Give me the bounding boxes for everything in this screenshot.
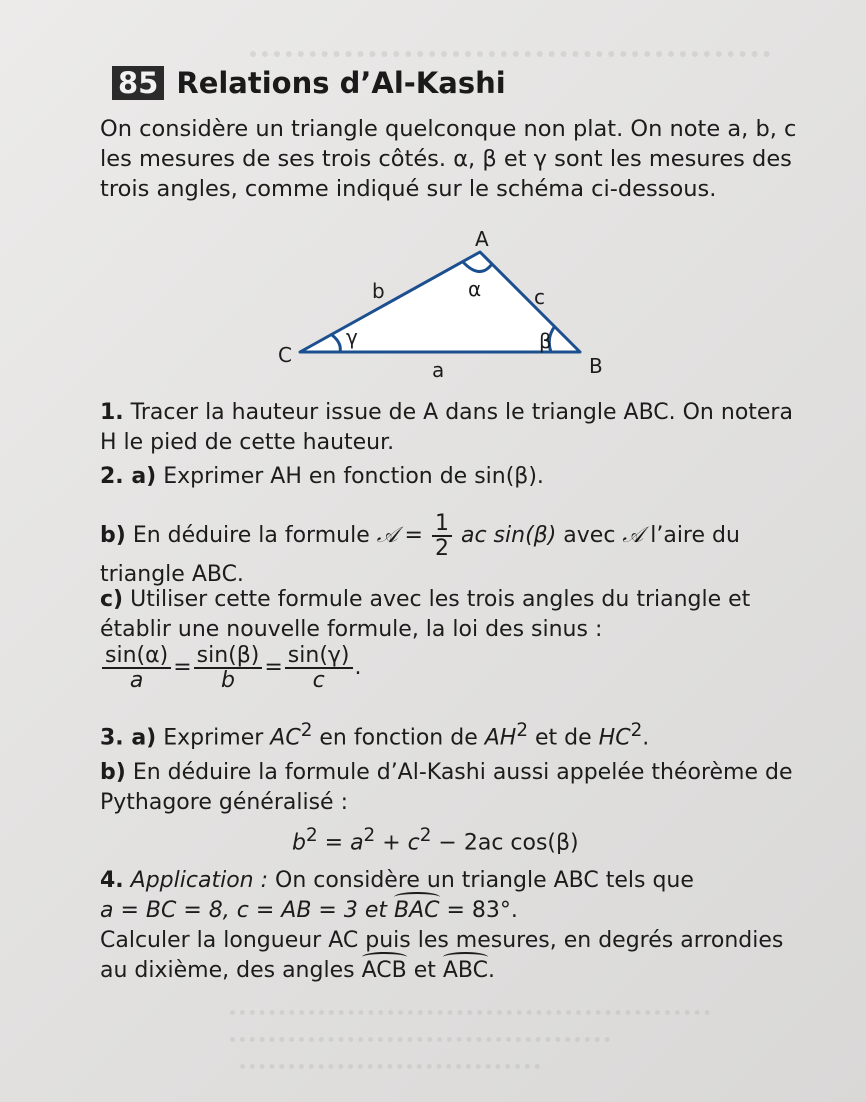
side-c-label: c: [534, 285, 545, 309]
area-expression: ac sin(β): [460, 523, 557, 549]
sine-fraction-a: [102, 644, 171, 692]
question-4-text: On considère un triangle ABC tels que: [275, 868, 694, 893]
law-of-sines: [100, 644, 800, 692]
question-4-number: 4.: [100, 868, 124, 893]
law-period: .: [354, 655, 362, 681]
formula-c: c: [407, 830, 420, 856]
angle-ACB: ACB: [362, 956, 407, 986]
hc-squared: HC: [598, 725, 631, 751]
intro-paragraph: On considère un triangle quelconque non plat. On note a, b, c les mesures de ses trois côtés. α, β et γ sont les mesures des trois angles, comme indiqué sur le schéma ci-dessous.: [100, 116, 797, 202]
question-2b: [100, 512, 800, 590]
vertex-B-label: B: [589, 354, 603, 378]
question-2b-label: b): [100, 523, 126, 549]
question-2b-before: En déduire la formule: [132, 523, 370, 549]
question-2a-text: Exprimer AH en fonction de sin(β).: [163, 464, 544, 489]
sup-hc: 2: [630, 720, 643, 741]
area-symbol: 𝒜: [376, 523, 398, 549]
question-3b-label: b): [100, 760, 126, 785]
question-3a: [100, 716, 800, 753]
sine-beta: sin(β): [194, 644, 263, 669]
ac-squared: AC: [270, 725, 301, 751]
question-4-and: et: [413, 958, 436, 983]
question-3a-end: .: [642, 725, 650, 751]
question-1: [100, 398, 800, 458]
question-3a-t2: en fonction de: [319, 725, 478, 751]
ah-squared: AH: [484, 725, 517, 751]
area-equals: =: [404, 523, 423, 549]
question-2b-after: avec: [563, 523, 616, 549]
half-denominator: 2: [434, 536, 449, 562]
question-2c-label: c): [100, 587, 124, 612]
question-4-data: a = BC = 8, c = AB = 3 et: [100, 898, 387, 923]
side-c: c: [312, 668, 325, 694]
side-b: b: [221, 668, 235, 694]
formula-sup-a: 2: [363, 825, 376, 846]
question-2c: [100, 585, 800, 645]
question-4-instruction: Calculer la longueur AC puis les mesures, en degrés arrondies au dixième, des angles: [100, 928, 784, 983]
sine-alpha: sin(α): [102, 644, 171, 669]
angle-ABC: ABC: [443, 956, 488, 986]
beta-label: β: [539, 329, 552, 353]
formula-sup-b: 2: [305, 825, 318, 846]
formula-plus: +: [375, 830, 408, 856]
alpha-label: α: [468, 277, 482, 301]
formula-sup-c: 2: [419, 825, 432, 846]
al-kashi-formula: [292, 821, 672, 858]
question-2a: [100, 462, 800, 492]
formula-minus: − 2ac cos(β): [431, 830, 579, 856]
equals-1: =: [173, 655, 192, 681]
triangle-diagram: [270, 222, 620, 382]
sine-gamma: sin(γ): [285, 644, 353, 669]
half-numerator: 1: [432, 512, 452, 537]
question-1-text: Tracer la hauteur issue de A dans le triangle ABC. On notera H le pied de cette hauteur.: [100, 400, 793, 455]
question-4-end: .: [488, 958, 495, 983]
side-a-label: a: [432, 358, 445, 382]
exercise-title-text: Relations d’Al-Kashi: [176, 66, 506, 100]
question-3a-t1: Exprimer: [163, 725, 264, 751]
side-b-label: b: [372, 279, 385, 303]
area-symbol-2: 𝒜: [622, 523, 644, 549]
sup-ac: 2: [300, 720, 313, 741]
question-2c-text: Utiliser cette formule avec les trois angles du triangle et établir une nouvelle formule, la loi des sinus :: [100, 587, 751, 642]
side-a: a: [129, 668, 144, 694]
equals-2: =: [264, 655, 283, 681]
question-3a-number: 3. a): [100, 725, 157, 751]
bleed-through-text: [110, 45, 770, 61]
question-4-label: Application :: [130, 868, 268, 893]
exercise-title: [112, 66, 506, 100]
question-2b-after2: l’aire du triangle ABC.: [100, 523, 740, 588]
question-4: [100, 866, 800, 986]
question-3a-t3: et de: [535, 725, 592, 751]
exercise-number: 85: [112, 66, 164, 100]
vertex-C-label: C: [278, 343, 292, 367]
vertex-A-label: A: [475, 227, 489, 251]
formula-eq: =: [317, 830, 351, 856]
question-1-number: 1.: [100, 400, 124, 425]
sine-fraction-b: [194, 644, 263, 692]
question-3b-text: En déduire la formule d’Al-Kashi aussi appelée théorème de Pythagore généralisé :: [100, 760, 793, 815]
formula-a: a: [350, 830, 364, 856]
formula-b: b: [292, 830, 306, 856]
question-3b: [100, 758, 800, 818]
angle-BAC: BAC: [394, 896, 440, 926]
question-2a-number: 2. a): [100, 464, 157, 489]
half-fraction: [432, 512, 452, 560]
question-4-angle-value: = 83°.: [439, 898, 518, 923]
gamma-label: γ: [346, 325, 358, 349]
sup-ah: 2: [516, 720, 529, 741]
sine-fraction-c: [285, 644, 353, 692]
bleed-through-bottom: [110, 1010, 750, 1069]
